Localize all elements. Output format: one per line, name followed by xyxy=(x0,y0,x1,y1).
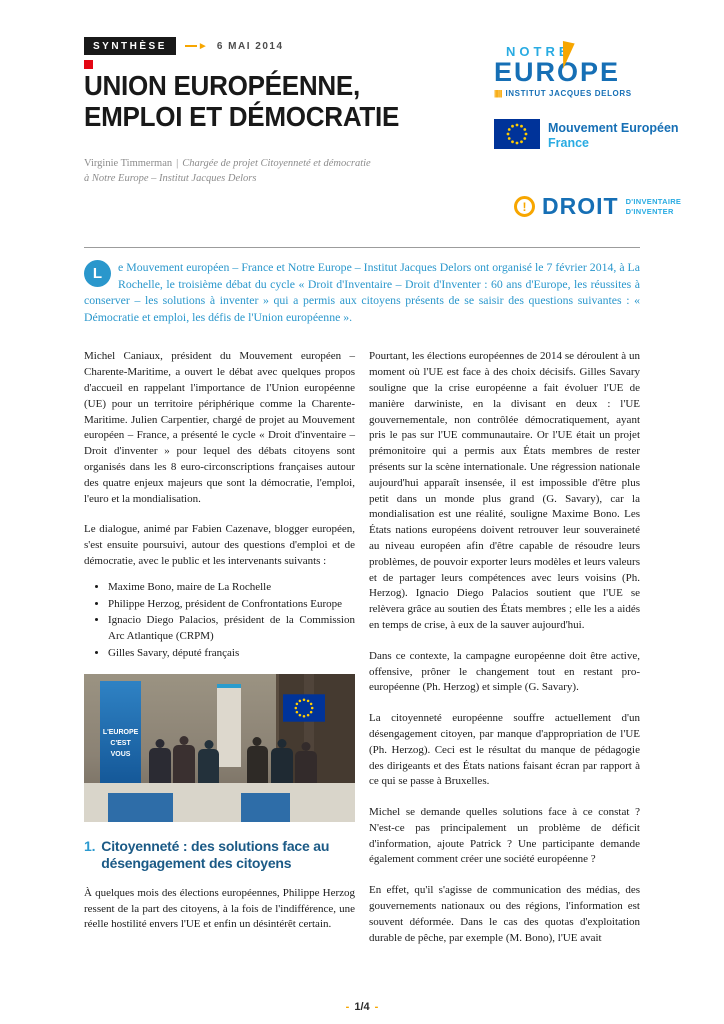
red-square-accent xyxy=(84,60,93,69)
speakers-list xyxy=(84,580,355,662)
author-role-line1: Chargée de projet Citoyenneté et démocratie xyxy=(182,158,371,169)
logo-europe-text: EUROPE xyxy=(494,57,621,87)
paragraph: Dans ce contexte, la campagne européenne doit être active, offensive, prôner le changement tout en restant pro-européenne (Ph. Herzog) et simple (G. Savary). xyxy=(369,649,640,694)
dropcap-circle: L xyxy=(84,260,111,287)
logo-droit-sub2: D'INVENTER xyxy=(625,206,674,216)
logo-droit-sub1: D'INVENTAIRE xyxy=(625,197,682,206)
eu-flag-icon xyxy=(494,119,540,149)
footer-dash: - xyxy=(345,1001,350,1013)
paragraph: À quelques mois des élections européennes, Philippe Herzog ressent de la part des citoyens, à la fois de l'indifférence, une réelle hostilité envers l'UE et enfin un désintérêt certain. xyxy=(84,886,355,931)
person-silhouette xyxy=(198,749,220,786)
masthead xyxy=(84,37,284,55)
page-title-line2: EMPLOI ET DÉMOCRATIE xyxy=(84,101,400,132)
page-title-line1: UNION EUROPÉENNE, xyxy=(84,70,360,101)
photo-table-panel xyxy=(108,793,173,821)
list-item: • Philippe Herzog, président de Confrontations Europe xyxy=(108,597,355,613)
paragraph: Le dialogue, animé par Fabien Cazenave, blogger européen, s'est ensuite poursuivi, autour des questions d'emploi et de démocratie, avec le public et les intervenants suivants : xyxy=(84,523,355,567)
person-silhouette xyxy=(295,751,317,787)
eu-flag-icon xyxy=(283,693,325,723)
paragraph: La citoyenneté européenne souffre actuellement d'un désengagement citoyen, par manque d'appropriation de l'UE (Ph. Herzog). Ceci est le résultat du manque de pédagogie des dirigeants et des États nations faisant écran par rapport à ce qui se passe à Bruxelles. xyxy=(369,712,640,788)
logo-droit-inventaire xyxy=(514,193,681,220)
paragraph: Michel se demande quelles solutions face à ce constat ? N'est-ce pas principalement un problème de déficit d'information, ajoute Patrick ? Une participante demande également comment créer une société européenne ? xyxy=(369,806,640,866)
author-name: Virginie Timmerman xyxy=(84,158,173,169)
photo-table-panel xyxy=(241,793,290,821)
right-column xyxy=(369,349,640,961)
lead-paragraph xyxy=(84,259,640,325)
left-column xyxy=(84,349,355,961)
header-divider xyxy=(84,247,640,248)
logo-mouvement-europeen xyxy=(494,119,679,151)
lead-text: e Mouvement européen – France et Notre Europe – Institut Jacques Delors ont organisé le 7 février 2014, à La Rochelle, le troisième débat du cycle « Droit d'Inventaire – Droit d'Inventer : 60 ans d'Europe, les réussites à conserver – les solutions à inventer » qui a permis aux citoyens présents de se saisir des questions suivantes : « Démocratie et emploi, les défis de l'Union européenne ». xyxy=(84,260,640,324)
hatch-icon: |||||| xyxy=(494,89,502,98)
list-item: • Maxime Bono, maire de La Rochelle xyxy=(108,580,355,596)
event-photo xyxy=(84,674,355,822)
publication-date: 6 MAI 2014 xyxy=(216,40,284,52)
logo-europe-word xyxy=(494,59,664,86)
list-item: • Gilles Savary, député français xyxy=(108,646,355,662)
logo-mouvement-line2: France xyxy=(548,136,589,150)
photo-table xyxy=(84,783,355,821)
page-footer xyxy=(0,1001,724,1013)
author-role-line2: à Notre Europe – Institut Jacques Delors xyxy=(84,173,257,184)
photo-screen-banner xyxy=(217,684,241,767)
section-title: Citoyenneté : des solutions face au désengagement des citoyens xyxy=(101,837,330,872)
arrow-icon: ► xyxy=(185,41,208,52)
person-silhouette xyxy=(247,746,269,786)
author-separator: | xyxy=(176,158,179,169)
logo-institut-line xyxy=(494,89,664,98)
logo-notre-europe xyxy=(494,44,664,98)
person-silhouette xyxy=(149,748,171,786)
logo-droit-sub xyxy=(626,197,682,216)
paragraph: Pourtant, les élections européennes de 2014 se déroulent à un moment où l'UE est face à des choix décisifs. Gilles Savary souligne que la crise européenne a fait évoluer l'UE de manière darwiniste, en la divisant en deux : l'UE gouvernementale, non contrôlée démocratiquement, ayant pris le pas sur l'UE communautaire. Or l'UE était un projet prémonitoire qui a permis aux États membres de rester présents sur la scène internationale. Une régression nationale aujourd'hui apparaît insensée, il est impossible d'être plus petit dans un monde plus grand (G. Savary), car la mondialisation est une réalité, souligne Maxime Bono. Les États nations européens doivent retrouver leur souveraineté au niveau européen afin d'être capable de résoudre leurs problèmes, de pouvoir exporter leurs modèles et leurs valeurs et de partager leurs compétences avec leurs voisins (Ph. Herzog). Ignacio Diego Palacios soutient que l'UE se relèvera grâce au soutien des États membres ; elle les a aidés en temps de crise, à eux de la sauver aujourd'hui. xyxy=(369,350,640,631)
person-silhouette xyxy=(271,748,293,786)
doc-type-badge: SYNTHÈSE xyxy=(84,37,176,55)
document-content xyxy=(84,259,640,961)
section-heading xyxy=(84,838,355,873)
page-title xyxy=(84,70,456,132)
page-number: 1/4 xyxy=(354,1001,370,1013)
logo-notre-word: NOTRE xyxy=(506,44,572,59)
logo-droit-word: DROIT xyxy=(542,193,619,219)
photo-banner: L'EUROPE C'EST VOUS xyxy=(100,681,141,808)
logo-institut-text: INSTITUT JACQUES DELORS xyxy=(505,89,632,98)
person-silhouette xyxy=(173,745,195,786)
paragraph: En effet, qu'il s'agisse de communication des médias, des gouvernements nationaux ou des régions, l'information est souvent déformée. Dans le cas des quotas d'exploitation durable de pêche, par exemple (M. Bono), l'UE avait xyxy=(369,884,640,944)
paragraph: Michel Caniaux, président du Mouvement européen – Charente-Maritime, a ouvert le débat avec quelques propos d'accueil en rappelant l'importance de l'Union européenne (UE) pour un territoire périphérique comme la Charente-Maritime. Julien Carpentier, chargé de projet au Mouvement européen – France, a présenté le cycle « Droit d'inventaire – Droit d'inventer » pour lequel des débats citoyens sont organisés dans les 8 euro-circonscriptions françaises autour des quatre enjeux majeurs que sont la démocratie, l'emploi, l'euro et la mondialisation. xyxy=(84,350,355,505)
footer-dash: - xyxy=(374,1001,379,1013)
body-columns xyxy=(84,349,640,961)
logo-mouvement-line1: Mouvement Européen xyxy=(548,121,679,135)
exclamation-icon: ! xyxy=(514,196,535,217)
logo-mouvement-text xyxy=(548,119,679,151)
section-number: 1. xyxy=(84,837,96,854)
author-block xyxy=(84,156,438,186)
list-item: • Ignacio Diego Palacios, président de la Commission Arc Atlantique (CRPM) xyxy=(108,613,355,645)
